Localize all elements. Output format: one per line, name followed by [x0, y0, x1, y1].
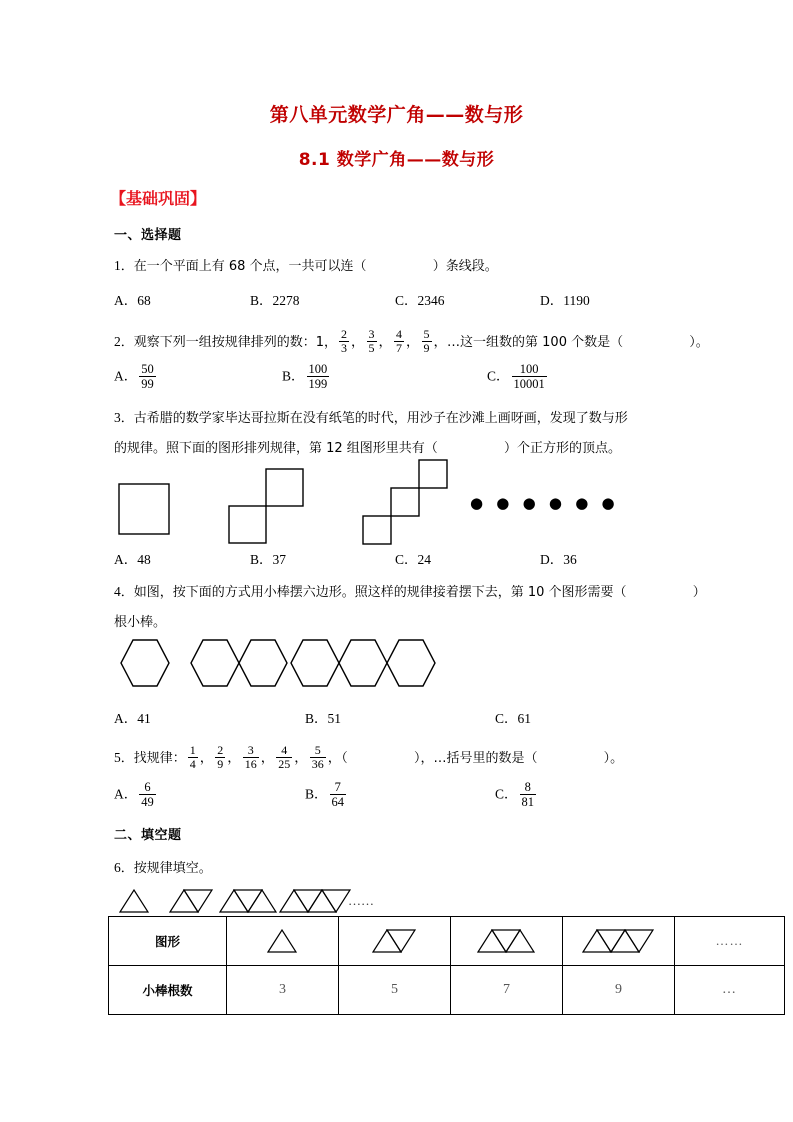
option-value: 1190	[563, 293, 590, 308]
pattern-table	[108, 916, 785, 1015]
figure-triangles-group-3	[218, 888, 280, 914]
section-heading-basic: 【基础巩固】	[110, 189, 207, 208]
question-3-line-2	[114, 438, 621, 459]
triangle-strip-1-icon	[266, 928, 300, 954]
fraction-4-7: $\frac{4}{7}$	[396, 327, 403, 356]
option-value: 68	[137, 293, 151, 308]
table-row-label-sticks: 小棒根数	[109, 966, 227, 1015]
figure-hexagons-group-1	[120, 638, 176, 690]
question-3-option-b: B．37	[250, 552, 287, 567]
option-key: A	[114, 293, 124, 308]
figure-squares-group-3	[362, 460, 462, 546]
page-subtitle: 8.1 数学广角——数与形	[298, 150, 495, 170]
question-3-line-1	[114, 408, 628, 429]
triangle-strip-4-icon	[581, 928, 657, 954]
table-cell-count-4: 9	[563, 966, 675, 1015]
option-fraction: $\frac{6}{49}$	[141, 780, 154, 809]
option-key: C	[495, 786, 505, 802]
question-4-blank	[627, 584, 693, 599]
option-value: 48	[137, 552, 151, 567]
question-4-option-b: B．51	[305, 711, 342, 726]
question-3-blank	[438, 440, 504, 455]
figure-triangles-group-1	[118, 888, 152, 914]
option-key: C	[487, 368, 497, 384]
option-key: C	[395, 293, 405, 308]
fraction-4-25: $\frac{4}{25}$	[278, 743, 291, 772]
question-3-body-2: 的规律。照下面的图形排列规律，第 12 组图形里共有（	[114, 441, 438, 456]
table-cell-shape-4	[563, 917, 675, 966]
table-cell-count-ellipsis: …	[675, 966, 785, 1015]
question-2-option-b: B． $\frac{100}{199}$	[282, 362, 328, 391]
question-5-text: 5．找规律： $\frac{1}{4}$ ， $\frac{2}{9}$ ， $\frac{3}{16}$ ， $\frac{4}{25}$ ， $\frac{5}{36}$ ，（ ），…括号里的数是（ ）。	[114, 743, 624, 772]
figure-triangles-ellipsis: ……	[348, 893, 374, 908]
question-3-option-c: C．24	[395, 552, 432, 567]
question-6-number: 6	[114, 860, 121, 875]
table-row-shapes	[109, 917, 785, 966]
option-key: B	[282, 368, 292, 384]
question-1-option-b: B．2278	[250, 293, 300, 308]
question-5-body: ．找规律：	[120, 750, 186, 766]
table-cell-count-2: 5	[339, 966, 451, 1015]
question-4-line-2	[114, 612, 166, 633]
question-5-number: 5	[114, 749, 121, 765]
table-row-label-shape: 图形	[109, 917, 227, 966]
option-key: A	[114, 711, 124, 726]
triangle-strip-2-icon	[371, 928, 419, 954]
question-2-option-a: A． $\frac{50}{99}$	[114, 362, 154, 391]
option-key: D	[540, 293, 550, 308]
option-key: C	[395, 552, 405, 567]
question-2-blank	[623, 334, 689, 349]
question-1-text	[114, 256, 498, 277]
option-key: A	[114, 368, 124, 384]
question-4-number: 4	[114, 584, 121, 599]
question-1-number: 1	[114, 258, 121, 273]
question-4-option-a: A．41	[114, 711, 151, 726]
fraction-5-9: $\frac{5}{9}$	[423, 327, 430, 356]
fraction-3-16: $\frac{3}{16}$	[244, 743, 257, 772]
question-3-number: 3	[114, 410, 121, 425]
question-6-body: ．按规律填空。	[120, 861, 212, 876]
option-value: 51	[327, 711, 342, 726]
question-1-body: ．在一个平面上有 68 个点，一共可以连（	[120, 259, 367, 274]
question-2-tail: ）。	[689, 334, 709, 350]
question-3-option-d: D．36	[540, 552, 577, 567]
question-1-blank	[367, 258, 433, 273]
option-value: 36	[563, 552, 577, 567]
question-5-blank-2	[537, 750, 603, 765]
table-cell-count-3: 7	[451, 966, 563, 1015]
table-cell-shape-ellipsis: ……	[675, 917, 785, 966]
section-heading-choice: 一、选择题	[114, 228, 182, 243]
question-4-tail: ）	[692, 585, 706, 600]
figure-hexagons-group-3	[290, 638, 442, 690]
option-key: D	[540, 552, 550, 567]
question-5-mid-2: ），…括号里的数是（	[413, 750, 538, 766]
option-key: B	[250, 552, 260, 567]
table-cell-shape-3	[451, 917, 563, 966]
option-value: 41	[137, 711, 151, 726]
question-2-text: 2．观察下列一组按规律排列的数：1， $\frac{2}{3}$ ， $\frac{3}{5}$ ， $\frac{4}{7}$ ， $\frac{5}{9}$ ，…这一组数的第 100 个数是（ ）。	[114, 327, 709, 356]
fraction-1-4: $\frac{1}{4}$	[189, 743, 196, 772]
question-1-option-a: A．68	[114, 293, 151, 308]
question-4-body: ．如图，按下面的方式用小棒摆六边形。照这样的规律接着摆下去，第 10 个图形需要（	[120, 585, 627, 600]
question-1-tail: ）条线段。	[432, 259, 498, 274]
table-row-counts	[109, 966, 785, 1015]
fraction-2-9: $\frac{2}{9}$	[217, 743, 224, 772]
option-value: 37	[272, 552, 287, 567]
question-4-line-1	[114, 582, 706, 603]
table-cell-count-1: 3	[227, 966, 339, 1015]
figure-ellipsis-dots: ● ● ● ● ● ●	[470, 494, 619, 512]
option-key: A	[114, 552, 124, 567]
triangle-strip-3-icon	[476, 928, 538, 954]
figure-hexagons-group-2	[190, 638, 294, 690]
question-5-blank-1	[348, 750, 414, 765]
option-key: A	[114, 786, 124, 802]
option-key: B	[305, 786, 315, 802]
option-value: 61	[517, 711, 532, 726]
fraction-2-3: $\frac{2}{3}$	[341, 327, 348, 356]
fraction-3-5: $\frac{3}{5}$	[368, 327, 375, 356]
figure-squares-group-1	[118, 474, 178, 542]
option-value: 2346	[417, 293, 445, 308]
question-3-tail: ）个正方形的顶点。	[503, 441, 621, 456]
question-5-tail: ）。	[603, 750, 624, 766]
option-fraction: $\frac{100}{10001}$	[513, 362, 545, 391]
question-5-mid: （	[341, 750, 348, 766]
question-4-option-c: C．61	[495, 711, 532, 726]
figure-triangles-group-2	[168, 888, 216, 914]
option-value: 2278	[272, 293, 300, 308]
question-6-text	[114, 858, 212, 879]
option-fraction: $\frac{100}{199}$	[308, 362, 328, 391]
question-2-option-c: C． $\frac{100}{10001}$	[487, 362, 545, 391]
figure-squares-group-2	[228, 468, 308, 544]
option-fraction: $\frac{50}{99}$	[141, 362, 154, 391]
question-5-option-c: C． $\frac{8}{81}$	[495, 780, 535, 809]
question-2-mid: …这一组数的第 100 个数是（	[447, 334, 624, 350]
option-key: B	[250, 293, 260, 308]
question-4-body-2: 根小棒。	[114, 615, 167, 630]
question-1-option-c: C．2346	[395, 293, 445, 308]
option-key: C	[495, 711, 505, 726]
option-fraction: $\frac{8}{81}$	[521, 780, 535, 809]
section-heading-fill: 二、填空题	[114, 828, 182, 843]
option-fraction: $\frac{7}{64}$	[331, 780, 345, 809]
table-cell-shape-1	[227, 917, 339, 966]
question-3-option-a: A．48	[114, 552, 151, 567]
table-cell-shape-2	[339, 917, 451, 966]
question-5-option-b: B． $\frac{7}{64}$	[305, 780, 345, 809]
question-3-body: ．古希腊的数学家毕达哥拉斯在没有纸笔的时代，用沙子在沙滩上画呀画，发现了数与形	[120, 411, 628, 426]
question-2-number: 2	[114, 333, 121, 349]
option-key: B	[305, 711, 315, 726]
fraction-5-36: $\frac{5}{36}$	[311, 743, 324, 772]
question-2-body: ．观察下列一组按规律排列的数：1，	[120, 334, 338, 350]
page-title: 第八单元数学广角——数与形	[269, 104, 524, 126]
question-1-option-d: D．1190	[540, 293, 590, 308]
figure-triangles-group-4	[278, 888, 354, 914]
question-5-option-a: A． $\frac{6}{49}$	[114, 780, 154, 809]
option-value: 24	[417, 552, 432, 567]
